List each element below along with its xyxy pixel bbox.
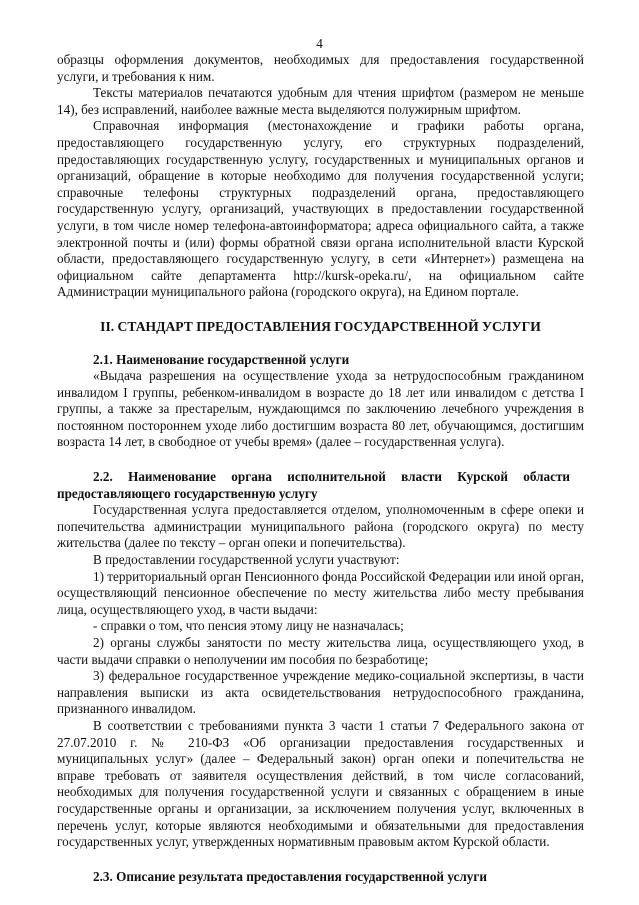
section-2-2-list-item-1: 1) территориальный орган Пенсионного фонда Российской Федерации или иной орган, осуществляющий пенсионное обеспечение по месту жительства либо месту пребывания лица, осуществляющего уход, в части выдачи: <box>57 568 585 617</box>
section-2-3-heading: 2.3. Описание результата предоставления государственной услуги <box>93 868 487 884</box>
section-2-2-paragraph-1: Государственная услуга предоставляется отделом, уполномоченным в сфере опеки и попечительства администрации муниципального района (городского округа) по месту жительства (далее по тексту – орган опеки и попечительства). <box>57 502 584 551</box>
section-2-2-paragraph-law: В соответствии с требованиями пункта 3 части 1 статьи 7 Федерального закона от 27.07.2010 г. № 210-ФЗ «Об организации предоставления государственных и муниципальных услуг» (далее – Федеральный закон) орган опеки и попечительства не вправе требовать от заявителя осуществления действий, в том числе согласований, необходимых для получения государственной услуги и связанных с обращением в иные государственные органы и организации, за исключением получения услуг, включенных в перечень услуг, которые являются необходимыми и обязательными для предоставления государственных услуг, утвержденных нормативным правовым актом Курской области. <box>57 717 584 850</box>
section-2-2-list-item-2: 2) органы службы занятости по месту жительства лица, осуществляющего уход, в части выдачи справки о неполучении им пособия по безработице; <box>57 635 584 667</box>
page-number: 4 <box>316 36 323 51</box>
chapter-heading: II. СТАНДАРТ ПРЕДОСТАВЛЕНИЯ ГОСУДАРСТВЕННОЙ УСЛУГИ <box>100 318 541 334</box>
fonts-paragraph: Тексты материалов печатаются удобным для чтения шрифтом (размером не меньше 14), без исправлений, наиболее важные места выделяются полужирным шрифтом. <box>57 85 584 117</box>
document-body <box>57 52 584 885</box>
intro-paragraph: образцы оформления документов, необходимых для предоставления государственной услуги, и требования к ним. <box>57 52 584 84</box>
section-2-2-heading <box>57 469 584 486</box>
section-2-2-heading-line2: предоставляющего государственную услугу <box>57 485 318 501</box>
section-2-1-text: «Выдача разрешения на осуществление ухода за нетрудоспособным гражданином инвалидом I группы, ребенком-инвалидом в возрасте до 18 лет или инвалидом с детства I группы, а также за престарелым, нуждающимся по заключению лечебного учреждения в постоянном постороннем уходе либо достигшим возраста 80 лет, обучающимся, достигшим возраста 14 лет, в свободное от учебы время» (далее – государственная услуга). <box>57 368 584 450</box>
section-2-2-paragraph-2: В предоставлении государственной услуги участвуют: <box>93 552 400 568</box>
section-2-1-heading: 2.1. Наименование государственной услуги <box>93 351 350 367</box>
section-2-2-list-item-3: 3) федеральное государственное учреждение медико-социальной экспертизы, в части направления выписки из акта освидетельствования нетрудоспособного гражданина, признанного инвалидом. <box>57 668 584 717</box>
section-2-2-list-subitem: - справки о том, что пенсия этому лицу не назначалась; <box>93 618 404 634</box>
section-2-2-heading-line1: 2.2. Наименование органа исполнительной власти Курской области <box>93 469 571 485</box>
reference-info-paragraph: Справочная информация (местонахождение и графики работы органа, предоставляющего государственную услугу, его структурных подразделений, предоставляющих государственную услугу, государственных и муниципальных органов и организаций, обращение в которые необходимо для получения государственной услуги; справочные телефоны структурных подразделений органа, предоставляющего государственную услугу, организаций, участвующих в предоставлении государственной услуги, в том числе номер телефона-автоинформатора; адреса официального сайта, а также электронной почты и (или) формы обратной связи органа исполнительной власти Курской области, предоставляющего государственную услугу, в сети «Интернет») размещена на официальном сайте департамента http://kursk-opeka.ru/, на официальном сайте Администрации муниципального района (городского округа), на Едином портале. <box>57 118 584 300</box>
